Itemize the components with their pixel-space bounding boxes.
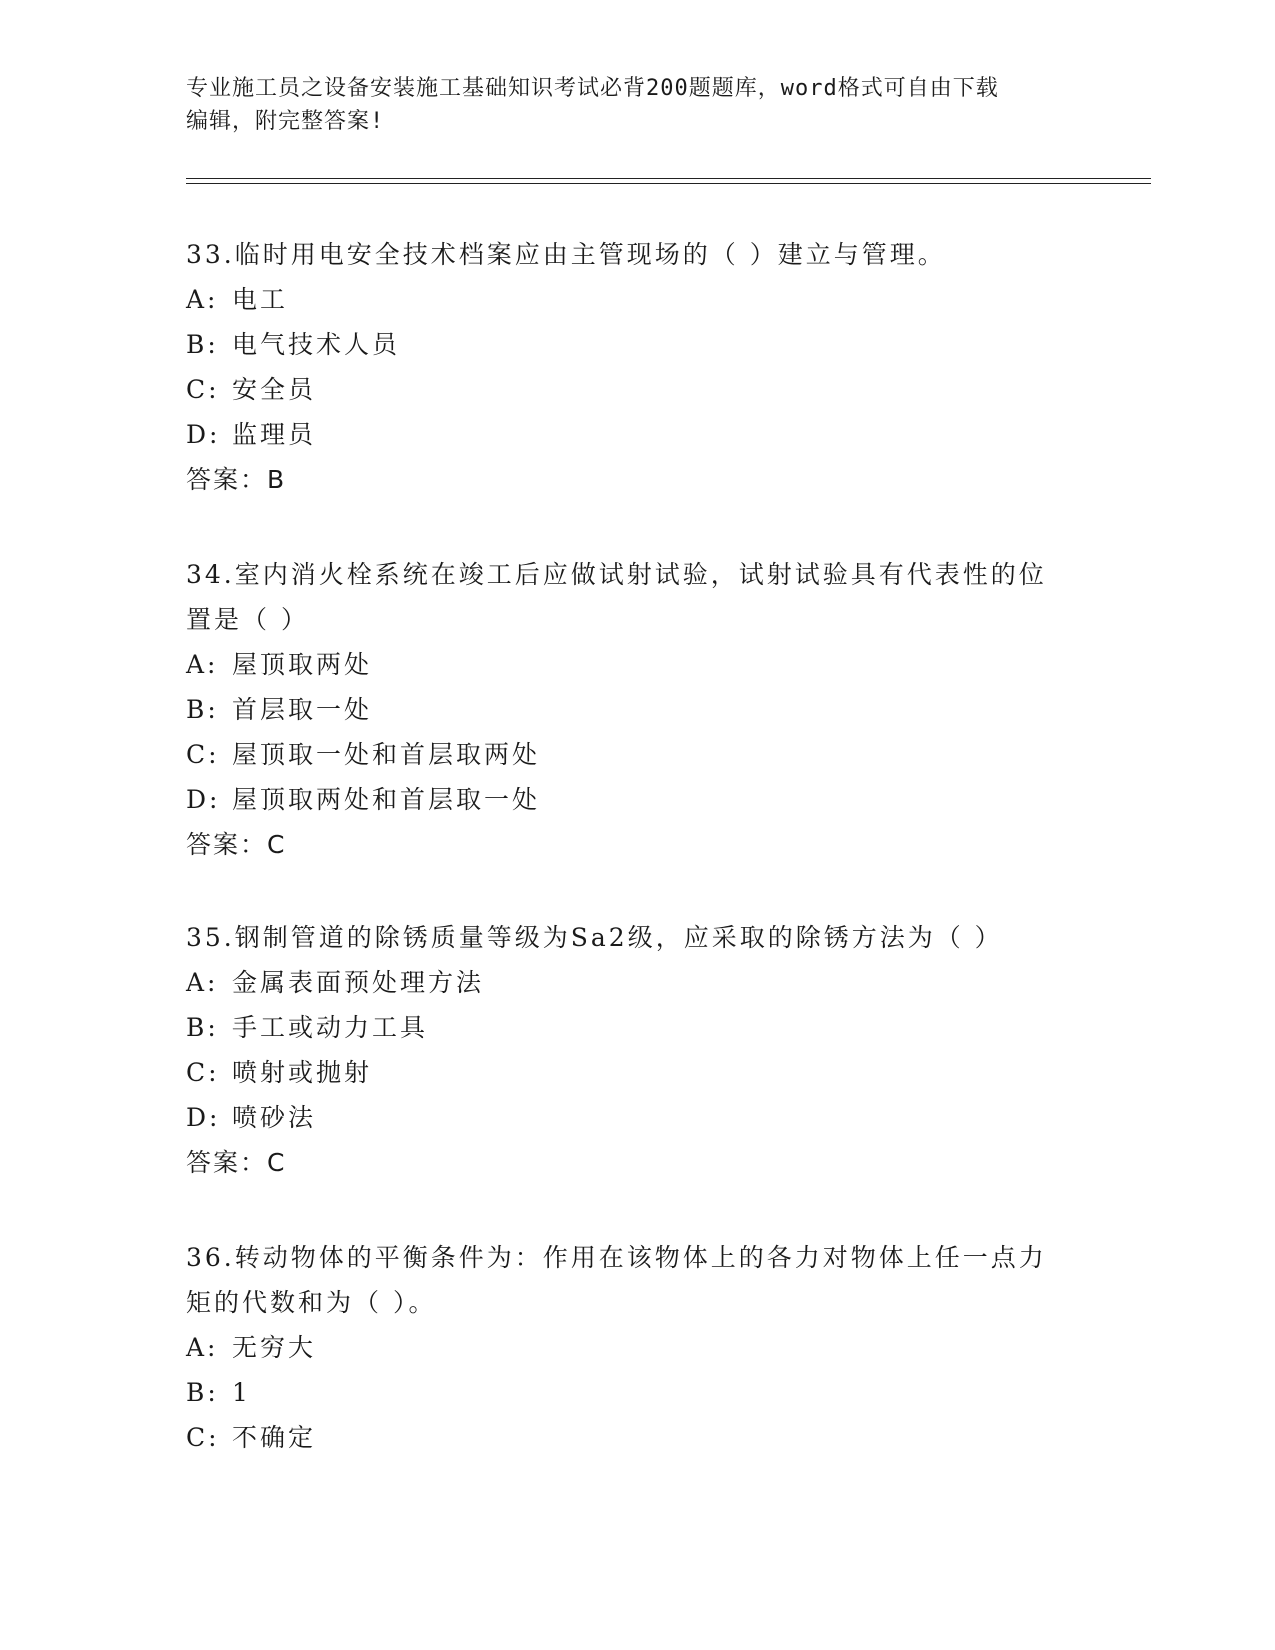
option-text: 1 [232,1378,251,1407]
option-letter: C: [186,1058,220,1087]
option-letter: B: [186,1013,219,1042]
option-text: 监理员 [232,420,317,449]
option-letter: C: [186,740,220,769]
option-letter: B: [186,1378,219,1407]
header-divider-top [186,178,1151,179]
option-letter: D: [186,420,221,449]
option-letter: A: [186,285,219,314]
option-text: 喷砂法 [232,1103,317,1132]
option-text: 金属表面预处理方法 [232,968,485,997]
question-36 [186,1235,1086,1460]
option-text: 喷射或抛射 [232,1058,373,1087]
document-header [186,72,1076,138]
option-c [186,367,1086,412]
option-text: 首层取一处 [232,695,373,724]
option-letter: D: [186,785,221,814]
option-text: 屋顶取两处 [232,650,373,679]
option-a [186,960,1086,1005]
option-letter: A: [186,968,219,997]
header-divider-bottom [186,183,1151,184]
option-c [186,732,1086,777]
option-d [186,412,1086,457]
question-stem-line-1: 34.室内消火栓系统在竣工后应做试射试验，试射试验具有代表性的位 [186,560,1047,589]
question-stem: 35.钢制管道的除锈质量等级为Sa2级，应采取的除锈方法为（ ） [186,923,1003,952]
option-b [186,1370,1086,1415]
option-letter: B: [186,695,219,724]
option-text: 电工 [232,285,289,314]
question-35 [186,915,1086,1185]
option-letter: D: [186,1103,221,1132]
option-text: 电气技术人员 [232,330,401,359]
option-text: 安全员 [232,375,317,404]
option-letter: C: [186,1423,220,1452]
option-text: 屋顶取一处和首层取两处 [232,740,541,769]
option-text: 手工或动力工具 [232,1013,429,1042]
option-c [186,1415,1086,1460]
question-stem-line-2: 置是（ ） [186,605,309,634]
option-a [186,277,1086,322]
header-line-2: 编辑，附完整答案! [186,109,385,134]
option-d [186,1095,1086,1140]
question-34 [186,552,1086,867]
option-d [186,777,1086,822]
option-b [186,687,1086,732]
question-stem-line-1: 36.转动物体的平衡条件为：作用在该物体上的各力对物体上任一点力 [186,1243,1047,1272]
question-33 [186,232,1086,502]
option-c [186,1050,1086,1095]
option-text: 不确定 [232,1423,317,1452]
option-letter: A: [186,1333,219,1362]
answer: 答案：B [186,465,287,494]
answer: 答案：C [186,1148,287,1177]
option-letter: A: [186,650,219,679]
option-text: 无穷大 [232,1333,317,1362]
question-stem-line-2: 矩的代数和为（ ）。 [186,1288,437,1317]
option-b [186,1005,1086,1050]
header-line-1: 专业施工员之设备安装施工基础知识考试必背200题题库，word格式可自由下载 [186,76,999,101]
option-text: 屋顶取两处和首层取一处 [232,785,541,814]
answer: 答案：C [186,830,287,859]
option-a [186,1325,1086,1370]
option-b [186,322,1086,367]
option-a [186,642,1086,687]
question-stem: 33.临时用电安全技术档案应由主管现场的（ ）建立与管理。 [186,240,946,269]
option-letter: B: [186,330,219,359]
option-letter: C: [186,375,220,404]
